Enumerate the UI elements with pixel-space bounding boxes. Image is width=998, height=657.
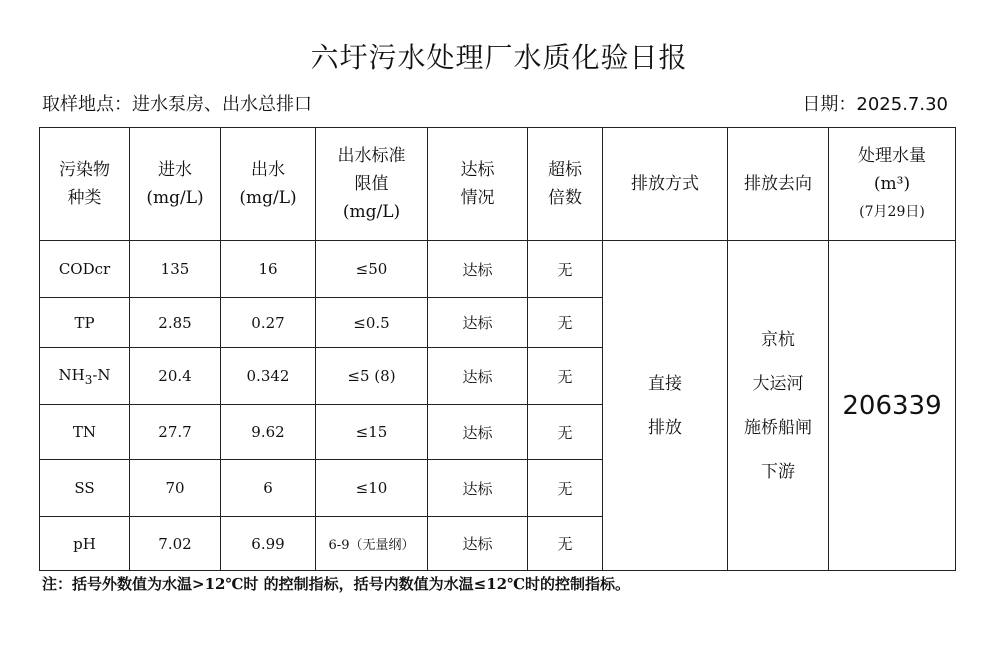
table-row	[40, 241, 956, 298]
status-value: 达标	[428, 241, 528, 298]
inflow-value: 20.4	[130, 348, 221, 405]
status-value: 达标	[428, 405, 528, 460]
status-value: 达标	[428, 298, 528, 348]
footnote: 注：括号外数值为水温>12℃时 的控制指标，括号内数值为水温≤12℃时的控制指标。	[42, 575, 631, 593]
limit-value: ≤0.5	[316, 298, 428, 348]
inflow-value: 135	[130, 241, 221, 298]
table-header-row	[40, 128, 956, 241]
pollutant-name: TN	[40, 405, 130, 460]
outflow-value: 9.62	[221, 405, 316, 460]
status-value: 达标	[428, 348, 528, 405]
exceed-value: 无	[528, 298, 603, 348]
col-header-pollutant: 污染物 种类	[40, 128, 130, 241]
inflow-value: 2.85	[130, 298, 221, 348]
inflow-value: 70	[130, 460, 221, 517]
water-quality-table	[39, 127, 956, 571]
report-date: 日期：2025.7.30	[802, 94, 948, 115]
pollutant-name: SS	[40, 460, 130, 517]
inflow-value: 7.02	[130, 517, 221, 571]
pollutant-name: $NH_3-N$	[40, 348, 130, 405]
col-header-discharge-dest: 排放去向	[728, 128, 829, 241]
inflow-value: 27.7	[130, 405, 221, 460]
col-header-outflow: 出水 (mg/L)	[221, 128, 316, 241]
col-header-volume: 处理水量 (m³) (7月29日)	[829, 128, 956, 241]
exceed-value: 无	[528, 348, 603, 405]
discharge-dest-cell: 京杭 大运河 施桥船闸 下游	[728, 241, 829, 571]
exceed-value: 无	[528, 405, 603, 460]
exceed-value: 无	[528, 241, 603, 298]
outflow-value: 6	[221, 460, 316, 517]
limit-value: ≤15	[316, 405, 428, 460]
limit-value: ≤5 (8)	[316, 348, 428, 405]
exceed-value: 无	[528, 517, 603, 571]
limit-value: ≤10	[316, 460, 428, 517]
report-title: 六圩污水处理厂水质化验日报	[310, 41, 688, 74]
col-header-discharge-method: 排放方式	[603, 128, 728, 241]
pollutant-name: pH	[40, 517, 130, 571]
exceed-value: 无	[528, 460, 603, 517]
status-value: 达标	[428, 460, 528, 517]
outflow-value: 0.27	[221, 298, 316, 348]
outflow-value: 16	[221, 241, 316, 298]
outflow-value: 6.99	[221, 517, 316, 571]
pollutant-name: TP	[40, 298, 130, 348]
treated-volume: 206339	[829, 241, 956, 571]
discharge-method-cell: 直接 排放	[603, 241, 728, 571]
col-header-status: 达标 情况	[428, 128, 528, 241]
status-value: 达标	[428, 517, 528, 571]
col-header-limit: 出水标准 限值 (mg/L)	[316, 128, 428, 241]
limit-value: ≤50	[316, 241, 428, 298]
sampling-location: 取样地点：进水泵房、出水总排口	[42, 94, 312, 115]
limit-value: 6-9（无量纲）	[316, 517, 428, 571]
col-header-inflow: 进水 (mg/L)	[130, 128, 221, 241]
outflow-value: 0.342	[221, 348, 316, 405]
col-header-exceed: 超标 倍数	[528, 128, 603, 241]
pollutant-name: CODcr	[40, 241, 130, 298]
